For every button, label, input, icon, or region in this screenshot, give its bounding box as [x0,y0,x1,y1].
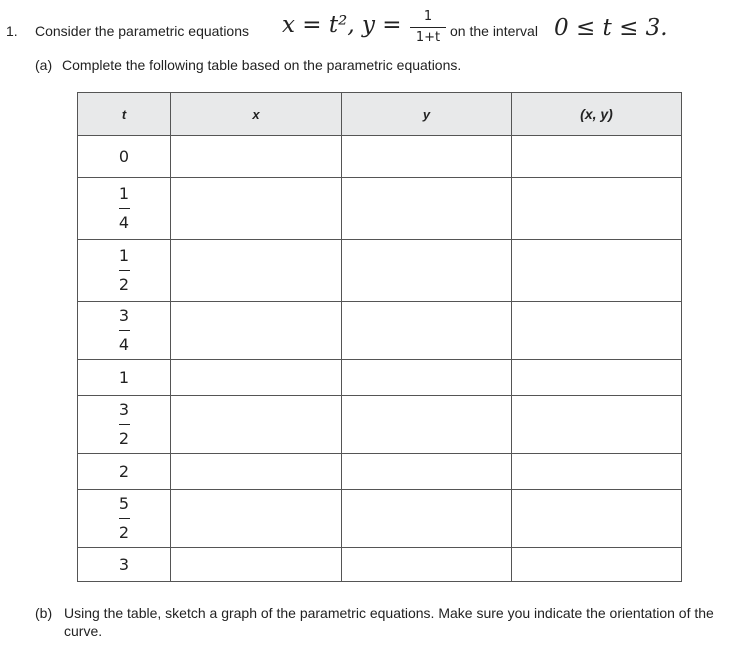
part-b-text: Using the table, sketch a graph of the parametric equations. Make sure you indicate the orientation of the curve. [64,605,714,639]
xy-cell[interactable] [512,490,682,548]
y-cell[interactable] [342,454,512,490]
xy-cell[interactable] [512,136,682,178]
frac-den: 2 [118,428,130,448]
header-y: y [342,93,512,136]
frac-den: 2 [118,274,130,294]
x-cell[interactable] [171,302,342,360]
question-number: 1. [6,23,18,39]
question-intro: Consider the parametric equations [35,23,250,39]
header-x: x [171,93,342,136]
table-row [78,396,682,454]
question-line [6,6,726,54]
frac-bar [119,518,130,519]
fraction-bar [410,27,446,28]
frac-den: 4 [118,212,130,232]
part-a-instruction [35,57,461,73]
y-cell[interactable] [342,360,512,396]
fraction-denominator: 1+t [415,30,441,45]
x-cell[interactable] [171,454,342,490]
part-b-label: (b) [35,605,53,621]
part-b-instruction [35,604,725,640]
t-value [78,240,171,302]
xy-cell[interactable] [512,178,682,240]
frac-num: 3 [118,399,130,419]
table-row [78,302,682,360]
t-value [78,396,171,454]
y-cell[interactable] [342,178,512,240]
part-a-label: (a) [35,57,53,73]
table-row [78,178,682,240]
t-value: 3 [78,548,171,582]
y-cell[interactable] [342,136,512,178]
table-row [78,490,682,548]
x-cell[interactable] [171,396,342,454]
y-cell[interactable] [342,396,512,454]
xy-cell[interactable] [512,548,682,582]
table-row [78,548,682,582]
t-value: 0 [78,136,171,178]
x-cell[interactable] [171,136,342,178]
y-cell[interactable] [342,302,512,360]
xy-cell[interactable] [512,360,682,396]
frac-num: 5 [118,493,130,513]
interval-math: 0 ≤ t ≤ 3. [554,15,668,41]
x-cell[interactable] [171,490,342,548]
equation-main: x = t², y = [282,12,402,38]
frac-bar [119,330,130,331]
frac-den: 4 [118,334,130,354]
xy-cell[interactable] [512,396,682,454]
frac-bar [119,208,130,209]
x-cell[interactable] [171,548,342,582]
frac-den: 2 [118,522,130,542]
t-value: 1 [78,360,171,396]
table-row [78,454,682,490]
table-row [78,360,682,396]
header-t: t [78,93,171,136]
t-value [78,178,171,240]
x-cell[interactable] [171,178,342,240]
equation-fraction [410,9,446,46]
table-row [78,240,682,302]
y-cell[interactable] [342,240,512,302]
t-value [78,490,171,548]
xy-cell[interactable] [512,240,682,302]
table-row [78,136,682,178]
frac-bar [119,424,130,425]
frac-num: 1 [118,245,130,265]
values-table [77,92,682,582]
frac-bar [119,270,130,271]
t-value [78,302,171,360]
part-a-text: Complete the following table based on the parametric equations. [62,57,462,73]
frac-num: 1 [118,183,130,203]
t-value: 2 [78,454,171,490]
xy-cell[interactable] [512,454,682,490]
x-cell[interactable] [171,240,342,302]
table-header-row [78,93,682,136]
y-cell[interactable] [342,548,512,582]
y-cell[interactable] [342,490,512,548]
xy-cell[interactable] [512,302,682,360]
fraction-numerator: 1 [423,9,433,24]
frac-num: 3 [118,305,130,325]
x-cell[interactable] [171,360,342,396]
header-xy: (x, y) [512,93,682,136]
interval-text: on the interval [450,23,538,39]
